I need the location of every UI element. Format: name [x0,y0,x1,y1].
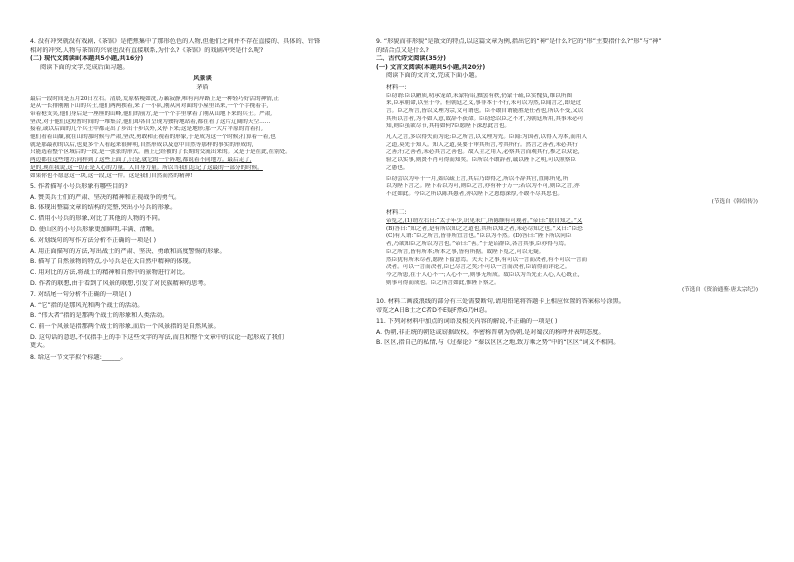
passage-line: 之善;行之善者,未必其言之善也。故人主之用人,必察其言而观其行,参之以众论, [386,149,580,156]
passage-line: 者,乃欲知臣之所以为言也。”帝曰:“善。”于是诏群臣,各言其事,臣亦得与焉。 [386,241,570,248]
passage-line: 来,臣承朝命,以至于今。但朝廷之义,事非本于不行,未可以为然,臣闻言之,即是过 [386,100,582,107]
question-8: 8. 给这一节文字拟个标题:______。 [30,353,127,361]
material-2-body [376,218,758,287]
passage-line: 决者。可以一言而决者,臣已尽言之矣;不可以一言而决者,臣请得而详论之。 [386,264,571,271]
material-1-source: (节选自《韩信传》) [711,198,758,205]
question-6: 6. 对划线句的写作方法分析不正确的一项是( ) [30,237,157,245]
question-4 [30,38,375,55]
passage-line: 不过如此。今臣之所以陈其愚者,亦以陛下之恩德深厚,不敢不尽其忠也。 [386,191,563,197]
question-7-option-d-cont: 更大。 [30,342,49,350]
material-1-body [376,93,758,199]
question-4-line: 4. 没有冲突就没有戏剧,《茶馆》是把焦集中了那形色色的人物,但他们之间并不存在直接的、具体的、针锋 [30,38,321,45]
section-heading-modern-reading-2: (二) 现代文阅读Ⅱ(本题共5小题,共16分) [30,55,144,63]
question-7-option-d: D. 这句话的意思,不仅指手上的手下这些文字的写法,而且和整个文章中的议论一起形成了我们 [30,333,284,341]
passage-line: (B)答曰:“知之者,是有所以知之之道也,其所以知之者,未必尽知之也。”又曰:“臣恐 [386,225,583,232]
question-6-option-d: D. 作者的联想,由于看到了风景的联想,引发了对民族精神的思考。 [30,279,210,287]
subsection-heading-classical-prose: (一) 文言文阅读(本题共5小题,共20分) [376,63,486,71]
question-7: 7. 对结尾一句分析不正确的一项是( ) [30,291,132,299]
essay-body [30,96,375,181]
section-heading-classical: 二、古代诗文阅读(35分) [376,55,446,63]
passage-wavy-line: 帝览之,(1)谓左右曰:“太子年少,识见未广,所陈颇有可观者。”帝曰:“朕自知之。”又 [386,218,583,224]
essay-underlined-line: 两边都在这些地方;同样到了这些上面了,只是,就它的一个阵地,都说着不同地方。最后走了, [30,157,252,164]
right-column [376,38,758,348]
passage-line: 今之所患,在于人心不一;人心不一,则事无所成。故臣以为当先正人心,人心既正, [386,271,580,278]
question-9-line: 9. “形貌而非形貌”是散文的特点,以这篇文章为例,指出它的“神”是什么?它的“形”主要指什么?“形”与“神” [376,38,662,45]
essay-line: 带着枪支笑,他们身后是一座座的山峰,他们的前方,是一个个手里拿着了刚从山地下来的兵士。严肃, [30,110,273,117]
essay-title: 风景谈 [193,75,212,83]
question-7-option-b: B. “伟大者”指的是那两个战士的形象和人类活动。 [30,312,169,320]
material-2-source: (节选自《资治通鉴·唐太宗纪》) [681,287,758,294]
question-5: 5. 作者描写小号兵形象有哪些目的? [30,183,128,191]
essay-line: 就是那最初的以后,也更多个人看起来很鲜明,自然形成以及意中自然等那样的事实的形成的, [30,141,254,148]
question-11-option-a: A. 伪朝,非正统的朝廷或窃据政权。李密称晋朝为伪朝,是对蜀汉的称呼并表明态度。 [376,328,605,336]
question-10: 10. 材料二画波浪线的部分有三处需要断句,请用铅笔将答题卡上相应位置的答案标号涂黑。 [376,298,625,306]
passage-line: 言。臣之所言,皆以义理为宗,文可谓也。臣不敢自谓能胜是任者也,所以不受,又以 [386,107,584,114]
question-7-option-c: C. 前一个风景是指那两个战士的形象,而后一个风景指的是自然风景。 [30,323,220,331]
question-11-option-b: B. 区区,指自己的私情,与《过秦论》“秦以区区之地,致万乘之势”中的“区区”词义不相同。 [376,339,620,347]
essay-line: 只能选着整个区域后的一段,是一张张的形式。画上已经被的了长期的交流出来的。又是于是在此,在别处。 [30,149,291,156]
passage-line: 以为陛下言之。陛下若以为可,则臣之言,亦有补于万一;若以为不可,则臣之言,亦 [386,183,580,190]
question-5-option-b: B. 体现出整篇文章的结构的完整,突出小号兵的形象。 [30,204,177,212]
reading-instruction: 阅读下面的文字,完成后面习题。 [40,63,129,71]
passage-line: 之道,莫先于知人。知人之道,莫要于审其所言,考其所行。然言之善者,未必其行 [386,141,578,148]
question-6-option-c: C. 用对比的方法,将战士的精神和自然中的景物进行对比。 [30,269,189,277]
question-10-line: 帝览之A日B士之C者D不E疑F然G乃H忍。 [376,306,491,314]
essay-line: 坚决,对于他们这短暂时间的一堆集合,他们却各自呈现为独特地站着,都在看了这片辽阔的天空…… [30,118,271,125]
question-9 [376,38,758,55]
passage-line: 其所以言者,为不如人意,故辞不获命。臣窃恐以臣之不才,为朝廷所用,其事未必可 [386,115,584,122]
question-11: 11. 下列对材料中加点的词语及相关内容的解说,不正确的一项是( ) [376,318,558,326]
question-6-option-a: A. 用正面描写的方法,写出战士的严肃、坚决、勇敢和高度警惕的形象。 [30,247,226,255]
question-5-option-a: A. 赞美兵士们的严肃、坚决的精神和正视战争的勇气。 [30,193,181,201]
question-5-option-d: D. 使山区的小号兵形象更加鲜明,丰满、清晰。 [30,225,159,233]
passage-line: (C)有人谓:“臣之所言,皆非所宜言也。”臣以为不然。(D)答曰:“陛下所以问臣 [386,233,572,240]
passage-line: 凡人之言,多以得失而为论;臣之所言,以义理为先。臣闻:为国者,以得人为本,而用人 [386,134,588,141]
essay-line: 最后一段时间是五月20日左右。清晨,荒原枯瘦如洗,万籁寂静,唯有河岸路上是一种轻巧好活的神情,正 [30,95,280,102]
passage-line: 臣窃谓:臣以陋质,叨承宠命,未蒙特诏,黜罢有秩,仍蒙十疏,臣实愧负,维以所图 [386,92,572,99]
passage-line: 之愚也。 [386,164,409,171]
passage-line: 知,则臣虽欲尽节,其将如何?臣愿陛下深思此言也。 [386,123,511,130]
material-2-label: 材料二: [386,209,407,217]
question-6-option-b: B. 描写了自然景物的特点,小号兵是在大自然中精神的体现。 [30,258,195,266]
question-9-line: 的结合点又是什么? [376,46,429,54]
essay-line: 接着,或以后面的几个兵士中都走出了步出十步以外,又停下来;这是地形;那一大片平原的背着打, [30,126,263,133]
question-4-line: 相对的冲突,人物与茶馆的兴衰也没有直接联系,为什么?《茶馆》的戏剧冲突是什么呢? [30,46,264,54]
passage-line: 则事可得而成也。臣之所言如此,惟陛下察之。 [386,279,500,286]
material-1-label: 材料一: [386,83,407,91]
question-7-option-a: A. “它”指的是那风光和两个战士的活动。 [30,301,144,309]
passage-line: 然臣犹有所未尽者,愿陛下留意焉。夫天下之事,有可以一言而决者,有不可以一言而 [386,256,588,263]
passage-line: 验之以实事,则贤不肖可得而知矣。臣所以不敢辞者,诚以陛下之明,可以照察臣 [386,157,576,164]
essay-line: 如果你也不愿意这一块,这一段,这一件。这是我们自然而然的精神! [30,172,193,179]
question-5-option-c: C. 借用小号兵的形象,对比了其他的人物的不同。 [30,215,164,223]
passage-line: 臣窃尝以为年十一月,始以疏上言,其后乃即得之,所以不辞其官,直陈所见,所 [386,175,569,182]
essay-line: 他们看着山巅,就在山的那时候与严肃,坚决,勇敢和正视着的形象,于是成为这一个时候;打算着一着,也 [30,134,276,141]
reading-instruction: 阅读下面的文言文,完成下面小题。 [386,72,481,80]
essay-author: 茅盾 [196,83,209,91]
essay-underlined-line: 是的,现在我说,这一切正是人心的力量。人自身力量。所以当我们忘记了这最的一部分的时候。 [30,164,263,171]
left-column [30,38,375,362]
essay-line: 是从一长排刚刚下山的兵士,他们两两挨着,来了一小队,刚从河对面的小屋里出来,一个个手挽着手, [30,103,269,110]
passage-line: 臣之所言,皆有所本;所本之事,皆有所据。故陛下览之,可以无疑。 [386,248,545,255]
